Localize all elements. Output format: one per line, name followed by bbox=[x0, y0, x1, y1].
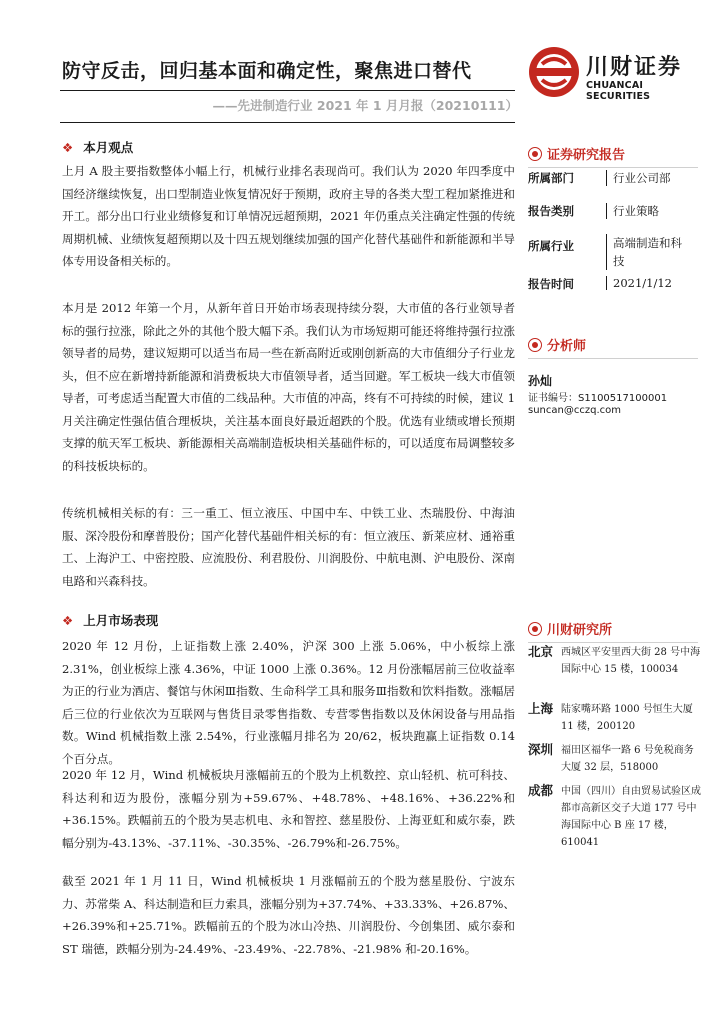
diamond-bullet-icon: ❖ bbox=[62, 140, 74, 155]
logo-english-name: CHUANCAI SECURITIES bbox=[586, 80, 651, 102]
report-title: 防守反击，回归基本面和确定性，聚焦进口替代 bbox=[62, 60, 472, 82]
paragraph: 2020 年 12 月份，上证指数上涨 2.40%，沪深 300 上涨 5.06%，中小板综上涨 2.31%，创业板综上涨 4.36%，中证 1000 上涨 0.36%。12 月份涨幅居前三位收益率为正的行业为酒店、餐馆与休闲Ⅲ指数、生命科学工具和服务Ⅲ指数和饮料指数。涨幅居后三位的行业依次为互联网与售货目录零售指数、专营零售指数以及休闲设备与用品指数。Wind 机械指数上涨 2.54%，行业涨幅月排名为 20/62，板块跑赢上证指数 0.14 个百分点。 bbox=[62, 639, 515, 766]
paragraph: 2020 年 12 月，Wind 机械板块月涨幅前五的个股为上机数控、京山轻机、杭可科技、科达利和迈为股份，涨幅分别为+59.67%、+48.78%、+48.16%、+36.22%和+36.15%。跌幅前五的个股为昊志机电、永和智控、慈星股份、上海亚虹和威尔泰，跌幅分别为-43.13%、-37.11%、-30.35%、-26.79%和-26.75%。 bbox=[62, 768, 515, 850]
address-text: 中国（四川）自由贸易试验区成都市高新区交子大道 177 号中海国际中心 B 座 17 楼，610041 bbox=[561, 786, 701, 848]
company-logo bbox=[528, 44, 698, 100]
sidebar-heading-analyst: 分析师 bbox=[528, 335, 698, 359]
analyst-cert: 证书编号：S1100517100001 bbox=[528, 393, 668, 404]
paragraph: 本月是 2012 年第一个月，从新年首日开始市场表现持续分裂，大市值的各行业领导者标的强行拉涨，除此之外的其他个股大幅下杀。我们认为市场短期可能还将维持强行拉涨领导者的局势，建议短期可以适当布局一些在新高附近或刚创新高的大市值细分子行业龙头，但不应在新增持新能源和消费板块大市值领导者，适当回避。军工板块一线大市值领导者，可考虑适当配置大市值的二线品种。大市值的冲高，终有不可持续的时候，建议 1 月关注确定性强估值合理板块，关注基本面良好最近超跌的个股。优选有业绩或增长预期支撑的航天军工板块、新能源相关高端制造板块相关基础件标的，可以适度布局调整较多的科技板块标的。 bbox=[62, 301, 515, 473]
report-subtitle: ——先进制造行业 2021 年 1 月月报（20210111） bbox=[212, 98, 518, 113]
address-text: 陆家嘴环路 1000 号恒生大厦 11 楼，200120 bbox=[561, 704, 693, 732]
sidebar-heading-report: 证券研究报告 bbox=[528, 144, 698, 168]
analyst-email[interactable]: suncan@cczq.com bbox=[528, 405, 621, 416]
logo-mark-icon bbox=[528, 46, 580, 98]
target-icon bbox=[528, 147, 542, 161]
address-city: 成都 bbox=[528, 783, 554, 798]
analyst-name: 孙灿 bbox=[528, 374, 553, 388]
address-city: 上海 bbox=[528, 701, 554, 716]
paragraph: 截至 2021 年 1 月 11 日，Wind 机械板块 1 月涨幅前五的个股为慈星股份、宁波东力、苏常柴 A、科达制造和巨力索具，涨幅分别为+37.74%、+33.33%、+26.87%、+26.39%和+25.71%。跌幅前五的个股为冰山冷热、川润股份、今创集团、威尔泰和 ST 瑞德，跌幅分别为-24.49%、-23.49%、-22.78%、-21.98% 和-20.16%。 bbox=[62, 874, 515, 956]
address-text: 福田区福华一路 6 号免税商务大厦 32 层，518000 bbox=[561, 745, 694, 773]
target-icon bbox=[528, 338, 542, 352]
subtitle-rule bbox=[60, 122, 515, 123]
section-heading-outlook: ❖ 本月观点 bbox=[62, 140, 134, 155]
logo-chinese-name: 川财证券 bbox=[586, 55, 683, 80]
target-icon bbox=[528, 622, 542, 636]
title-rule bbox=[60, 90, 515, 91]
sidebar-heading-institute: 川财研究所 bbox=[528, 619, 698, 643]
paragraph: 上月 A 股主要指数整体小幅上行，机械行业排名表现尚可。我们认为 2020 年四季度中国经济继续恢复，出口型制造业恢复情况好于预期，政府主导的各类大型工程加紧推进和开工。部分出口行业业绩修复和订单情况远超预期，2021 年仍重点关注确定性强的传统周期机械、业绩恢复超预期以及十四五规划继续加强的国产化替代基础件和新能源和半导体专用设备相关标的。 bbox=[62, 164, 515, 268]
address-text: 西城区平安里西大街 28 号中海国际中心 15 楼，100034 bbox=[561, 647, 701, 675]
address-city: 北京 bbox=[528, 644, 554, 659]
address-city: 深圳 bbox=[528, 742, 554, 757]
section-heading-market: ❖ 上月市场表现 bbox=[62, 613, 159, 628]
paragraph: 传统机械相关标的有：三一重工、恒立液压、中国中车、中铁工业、杰瑞股份、中海油服、深冷股份和摩普股份；国产化替代基础件相关标的有：恒立液压、新莱应材、通裕重工、上海沪工、中密控股、应流股份、利君股份、川润股份、中航电测、沪电股份、深南电路和兴森科技。 bbox=[62, 506, 515, 588]
diamond-bullet-icon: ❖ bbox=[62, 613, 74, 628]
